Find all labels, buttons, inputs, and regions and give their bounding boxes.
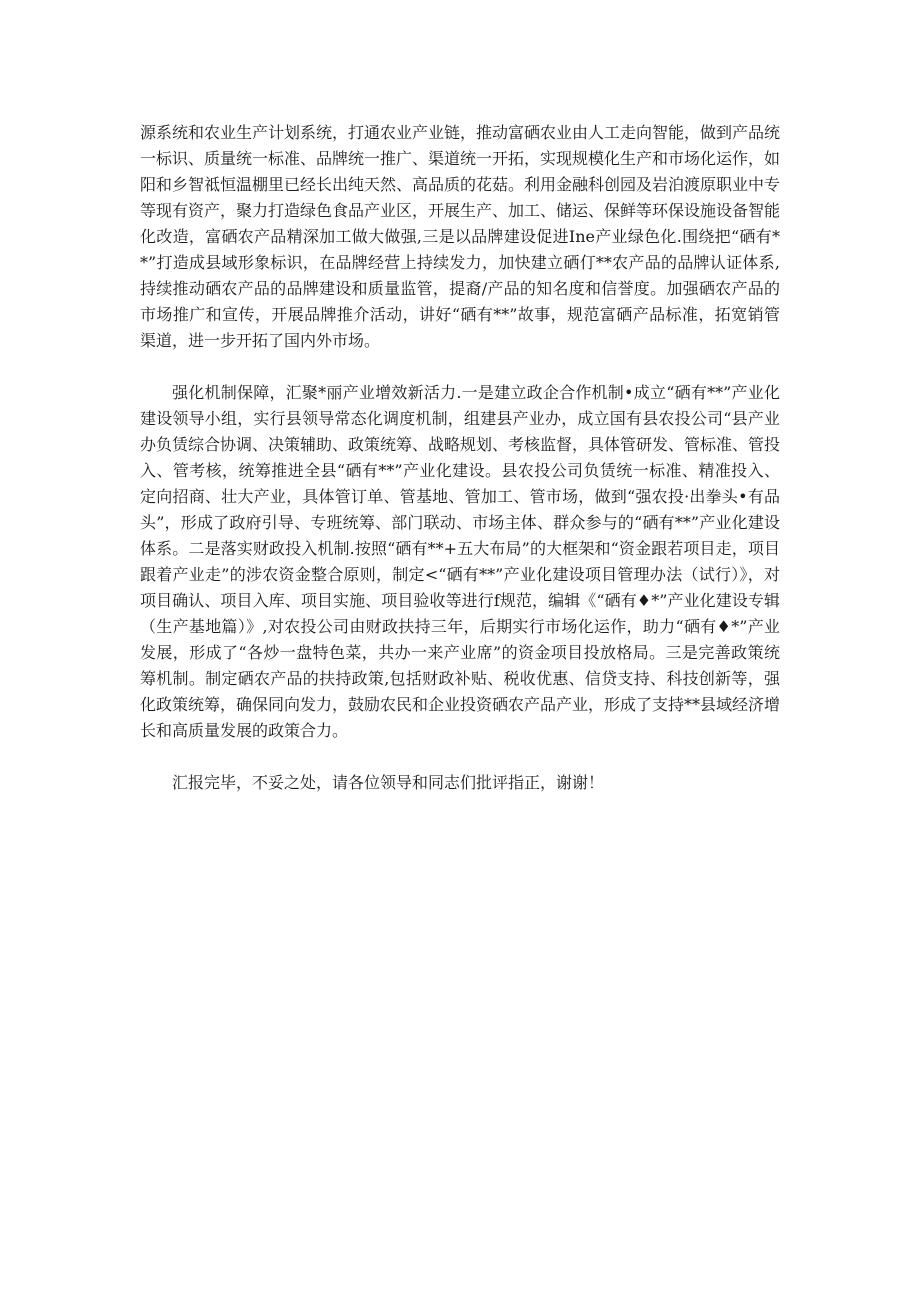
paragraph-closing: 汇报完毕，不妥之处，请各位领导和同志们批评指正，谢谢！ <box>172 773 605 792</box>
paragraph-mechanism-guarantee: 强化机制保障，汇聚*丽产业增效新活力.一是建立政企合作机制•成立“硒有**”产业化建设领导小组，实行县领导常态化调度机制，组建县产业办，成立国有县农投公司“县产业办负赁综合协调、决策辅助、政策统筹、战略规划、考核监督，具体管研发、管标准、管投入、管考核，统筹推进全县“硒有**”产业化建设。县农投公司负赁统一标准、精准投入、定向招商、壮大产业，具体管订单、管基地、管加工、管市场，做到“强农投·出拳头•有品头”，形成了政府引导、专班统筹、部门联动、市场主体、群众参与的“硒有**”产业化建设体系。二是落实财政投入机制.按照“硒有**+五大布局”的大框架和“资金跟若项目走，项目跟着产业走”的涉农资金整合原则，制定<“硒有**”产业化建设项目管理办法（试行）》，对项目确认、项目入库、项目实施、项目验收等进行f规范，编辑《“硒有♦*”产业化建设专辑（生产基地篇）》,对农投公司由财政扶持三年，后期实行市场化运作，助力“硒有♦*”产业发展，形成了“各炒一盘特色菜，共办一来产业席”的资金项目投放格局。三是完善政策统筹机制。制定硒农产品的扶持政策,包括财政补贴、税收优惠、信贷支持、科技创新等，强化政策统筹，确保同向发力，鼓励农民和企业投资硒农产品产业，形成了支持**县域经济增长和高质量发展的政策合力。 <box>140 383 781 740</box>
paragraph-continuation: 源系统和农业生产计划系统，打通农业产业链，推动富硒农业由人工走向智能，做到产品统一标识、质量统一标准、品牌统一推广、渠道统一开拓，实现规模化生产和市场化运作，如阳和乡智祗恒温棚里已经长出纯天然、高品质的花菇。利用金融科创园及岩泊渡原职业中专等现有资产，聚力打造绿色食品产业区，开展生产、加工、储运、保鲜等环保设施设备智能化改造，富硒农产品精深加工做大做强,三是以品牌建设促进Ine产业绿色化.围绕把“硒有**”打造成县域形象标识，在品牌经营上持续发力，加快建立硒仃**农产品的品牌认证体系,持续推动硒农产品的品牌建设和质量监管，提裔/产品的知名度和信誉度。加强硒农产品的市场推广和宣传，开展品牌推介活动，讲好“硒有**”故事，规范富硒产品标准，拓宽销管渠道，进一步开拓了国内外市场。 <box>140 123 781 350</box>
document-body <box>140 120 780 822</box>
